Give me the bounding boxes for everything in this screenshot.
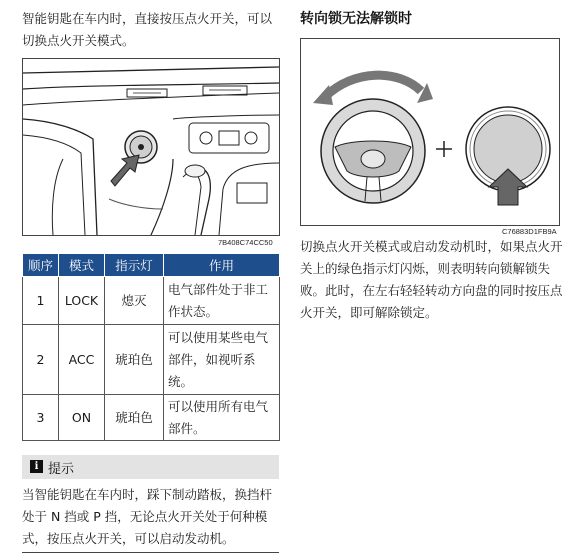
ignition-switch-illustration <box>22 58 280 236</box>
row-indicator: 熄灭 <box>105 277 164 325</box>
left-figure-code: 7B408C74CC50 <box>218 238 273 247</box>
row-function: 可以使用所有电气部件。 <box>164 395 280 441</box>
header-order: 顺序 <box>23 254 59 277</box>
row-indicator: 琥珀色 <box>105 325 164 395</box>
right-figure-code: C76883D1FB9A <box>502 227 557 236</box>
divider <box>22 552 279 553</box>
steering-unlock-illustration <box>300 38 560 226</box>
row-order: 1 <box>23 277 59 325</box>
header-function: 作用 <box>164 254 280 277</box>
table-row <box>23 277 280 325</box>
steering-unlock-paragraph: 切换点火开关模式或启动发动机时，如果点火开关上的绿色指示灯闪烁，则表明转向锁解锁失败。此时，在左右轻轻转动方向盘的同时按压点火开关，即可解除锁定。 <box>300 239 563 320</box>
tip-paragraph: 当智能钥匙在车内时，踩下制动踏板，换挡杆处于 N 挡或 P 挡，无论点火开关处于何种模式，按压点火开关，可以启动发动机。 <box>22 487 273 546</box>
row-mode: ACC <box>59 325 105 395</box>
row-function: 电气部件处于非工作状态。 <box>164 277 280 325</box>
row-order: 3 <box>23 395 59 441</box>
header-indicator: 指示灯 <box>105 254 164 277</box>
intro-paragraph: 智能钥匙在车内时，直接按压点火开关，可以切换点火开关模式。 <box>22 11 273 48</box>
table-header-row <box>23 254 280 277</box>
row-mode: ON <box>59 395 105 441</box>
info-icon: i <box>30 460 43 473</box>
table-row <box>23 325 280 395</box>
tip-title: 提示 <box>48 462 75 477</box>
ignition-mode-table <box>22 253 280 441</box>
row-function: 可以使用某些电气部件，如视听系统。 <box>164 325 280 395</box>
section-heading: 转向锁无法解锁时 <box>300 11 412 27</box>
tip-header <box>22 455 279 479</box>
row-order: 2 <box>23 325 59 395</box>
row-indicator: 琥珀色 <box>105 395 164 441</box>
row-mode: LOCK <box>59 277 105 325</box>
header-mode: 模式 <box>59 254 105 277</box>
table-row <box>23 395 280 441</box>
